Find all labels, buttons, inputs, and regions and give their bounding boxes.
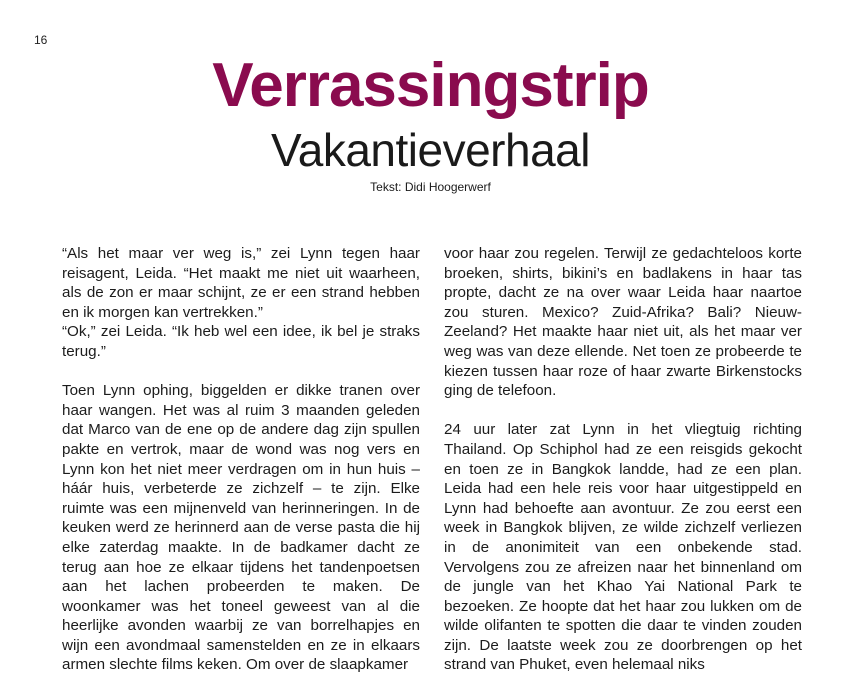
paragraph: 24 uur later zat Lynn in het vliegtuig richting Thailand. Op Schiphol had ze een reisgids gekocht en toen ze in Bangkok landde, had ze een plan. Leida had een hele reis voor haar uitgestippeld en Lynn had behoefte aan avontuur. Ze zou eerst een week in Bangkok blijven, ze wilde zichzelf verliezen in de anonimiteit van een onbekende stad. Vervolgens zou ze afreizen naar het binnenland om de jungle van het Khao Yai National Park te bezoeken. Ze hoopte dat het haar zou lukken om de wilde olifanten te spotten die daar te vinden zouden zijn. De laatste week zou ze doorbrengen op het strand van Phuket, even helemaal niks bbox=[444, 421, 802, 674]
article-title: Verrassingstrip bbox=[212, 51, 649, 120]
left-column bbox=[62, 244, 420, 675]
page-number: 16 bbox=[34, 33, 48, 47]
paragraph: “Ok,” zei Leida. “Ik heb wel een idee, ik bel je straks terug.” bbox=[62, 323, 420, 360]
paragraph: voor haar zou regelen. Terwijl ze gedachteloos korte broeken, shirts, bikini’s en badlakens in haar tas propte, dacht ze na over waar Leida haar naartoe zou sturen. Mexico? Zuid-Afrika? Bali? Nieuw-Zeeland? Het maakte haar niet uit, als het maar ver weg was van deze ellende. Net toen ze probeerde te kiezen tussen haar roze of haar zwarte Birkenstocks ging de telefoon. bbox=[444, 245, 802, 400]
right-column bbox=[444, 244, 802, 675]
article-subtitle: Vakantieverhaal bbox=[271, 124, 590, 176]
paragraph: “Als het maar ver weg is,” zei Lynn tegen haar reisagent, Leida. “Het maakt me niet uit waarheen, als de zon er maar schijnt, ze er een strand hebben en ik morgen kan vertrekken.” bbox=[62, 245, 420, 321]
paragraph: Toen Lynn ophing, biggelden er dikke tranen over haar wangen. Het was al ruim 3 maanden geleden dat Marco van de ene op de andere dag zijn spullen pakte en vertrok, maar de wond was nog vers en Lynn kon het niet meer verdragen om in hun huis – háár huis, verbeterde ze zichzelf – te zijn. Elke ruimte was een mijnenveld van herinneringen. In de keuken werd ze herinnerd aan de verse pasta die hij elke zaterdag maakte. In de badkamer dacht ze terug aan hoe ze elkaar tijdens het tandenpoetsen aan het lachen probeerden te maken. De woonkamer was het toneel geweest van al die heerlijke avonden waarbij ze van borrelhapjes en wijn een avondmaal samenstelden en ze in elkaars armen slechte films keken. Om over de slaapkamer bbox=[62, 382, 420, 674]
byline: Tekst: Didi Hoogerwerf bbox=[370, 180, 491, 194]
